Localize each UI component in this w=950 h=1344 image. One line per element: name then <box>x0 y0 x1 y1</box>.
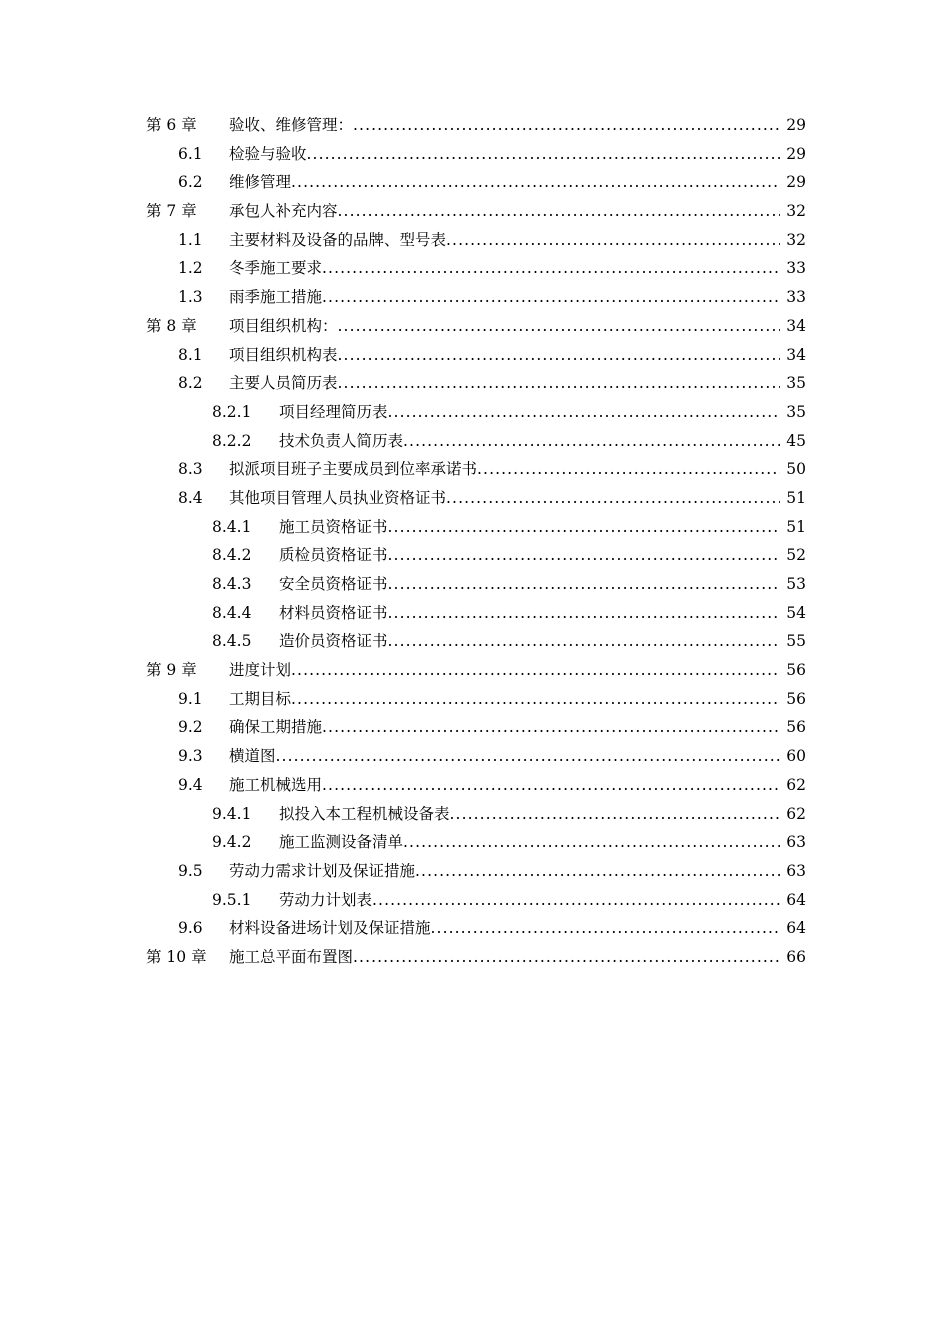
dot-leader <box>388 398 780 427</box>
toc-entry-title: 其他项目管理人员执业资格证书 <box>229 488 447 507</box>
toc-entry-page: 64 <box>786 890 806 909</box>
toc-entry-title-line <box>229 656 780 685</box>
dot-leader <box>322 771 780 800</box>
toc-entry-title: 造价员资格证书 <box>279 632 388 651</box>
toc-entry[interactable] <box>0 800 950 829</box>
toc-entry-title: 验收、维修管理： <box>229 116 354 134</box>
toc-entry-title: 质检员资格证书 <box>279 546 388 565</box>
toc-entry-title-line <box>229 685 780 714</box>
toc-entry[interactable] <box>0 771 950 800</box>
toc-entry-number: 9.5.1 <box>212 890 252 909</box>
toc-entry-page: 51 <box>786 488 806 507</box>
toc-entry-title: 雨季施工措施 <box>229 288 323 307</box>
toc-entry-number: 1.3 <box>178 288 203 307</box>
toc-entry-title: 项目经理简历表 <box>279 402 388 421</box>
toc-entry-title: 施工总平面布置图 <box>229 947 354 966</box>
toc-entry-page: 32 <box>786 202 806 221</box>
toc-entry[interactable] <box>0 570 950 599</box>
toc-entry-page: 64 <box>786 919 806 938</box>
dot-leader <box>291 656 780 685</box>
toc-entry-title: 材料设备进场计划及保证措施 <box>229 919 431 938</box>
toc-entry-number: 6.1 <box>178 144 203 163</box>
toc-entry-number: 1.1 <box>178 230 203 249</box>
toc-entry-number: 8.4.5 <box>212 632 252 651</box>
toc-entry[interactable] <box>0 197 950 226</box>
toc-entry[interactable] <box>0 254 950 283</box>
toc-entry-title-line <box>229 369 780 398</box>
toc-entry-title-line <box>229 742 780 771</box>
toc-entry-number: 9.4 <box>178 775 203 794</box>
dot-leader <box>477 455 780 484</box>
toc-entry-page: 29 <box>786 173 806 192</box>
toc-entry-page: 63 <box>786 833 806 852</box>
dot-leader <box>322 713 780 742</box>
toc-entry-title-line <box>279 570 780 599</box>
dot-leader <box>388 627 780 656</box>
toc-entry[interactable] <box>0 828 950 857</box>
toc-entry-page: 54 <box>786 603 806 622</box>
dot-leader <box>446 484 780 513</box>
toc-entry-title-line <box>279 800 780 829</box>
toc-entry-page: 33 <box>786 259 806 278</box>
toc-entry-page: 34 <box>786 316 806 335</box>
toc-entry-title-line <box>279 427 780 456</box>
toc-entry-title: 主要人员简历表 <box>229 374 338 393</box>
toc-entry-title-line <box>279 541 780 570</box>
dot-leader <box>276 742 780 771</box>
toc-entry-title-line <box>229 771 780 800</box>
toc-entry-title: 施工监测设备清单 <box>279 833 404 852</box>
toc-entry-title-line <box>229 197 780 226</box>
toc-entry-title: 施工员资格证书 <box>279 517 388 536</box>
toc-entry-page: 29 <box>786 116 806 134</box>
toc-entry-number: 9.5 <box>178 861 203 880</box>
toc-entry-number: 9.6 <box>178 919 203 938</box>
toc-entry[interactable] <box>0 484 950 513</box>
toc-entry-number: 8.3 <box>178 460 203 479</box>
toc-entry[interactable] <box>0 312 950 341</box>
dot-leader <box>403 427 780 456</box>
toc-entry-title-line <box>229 857 780 886</box>
toc-entry-title-line <box>229 312 780 341</box>
toc-entry[interactable] <box>0 914 950 943</box>
toc-entry-number: 9.1 <box>178 689 203 708</box>
dot-leader <box>431 914 780 943</box>
toc-entry-title: 安全员资格证书 <box>279 575 388 593</box>
toc-entry-page: 29 <box>786 144 806 163</box>
toc-entry-title: 拟投入本工程机械设备表 <box>279 804 450 823</box>
toc-entry-title: 主要材料及设备的品牌、型号表 <box>229 230 447 249</box>
toc-entry-number: 9.3 <box>178 747 203 766</box>
toc-entry[interactable] <box>0 713 950 742</box>
toc-entry[interactable] <box>0 541 950 570</box>
toc-entry-page: 35 <box>786 374 806 393</box>
dot-leader <box>353 111 780 140</box>
toc-entry-title-line <box>229 226 780 255</box>
toc-entry-number: 9.4.1 <box>212 804 252 823</box>
toc-entry-number: 第 8 章 <box>146 316 197 335</box>
toc-entry-number: 8.4.1 <box>212 517 252 536</box>
toc-entry-number: 第 10 章 <box>146 947 207 966</box>
toc-entry-page: 56 <box>786 718 806 737</box>
toc-entry-title-line <box>279 398 780 427</box>
dot-leader <box>388 570 780 599</box>
toc-entry-title-line <box>229 168 780 197</box>
toc-entry-title: 劳动力计划表 <box>279 890 373 909</box>
toc-entry-number: 8.4.2 <box>212 546 252 565</box>
toc-entry[interactable] <box>0 513 950 542</box>
toc-entry-title-line <box>229 914 780 943</box>
dot-leader <box>338 197 780 226</box>
dot-leader <box>388 541 780 570</box>
dot-leader <box>338 312 780 341</box>
dot-leader <box>338 369 780 398</box>
toc-entry-page: 50 <box>786 460 806 479</box>
toc-entry-page: 35 <box>786 402 806 421</box>
toc-entry-title-line <box>229 111 780 140</box>
toc-entry-number: 8.2 <box>178 374 203 393</box>
toc-entry-title-line <box>279 627 780 656</box>
toc-entry-number: 8.2.2 <box>212 431 252 450</box>
toc-entry-title: 材料员资格证书 <box>279 603 388 622</box>
toc-entry-number: 8.1 <box>178 345 203 364</box>
toc-entry-page: 62 <box>786 775 806 794</box>
dot-leader <box>403 828 780 857</box>
toc-entry-title-line <box>229 713 780 742</box>
toc-entry-title-line <box>279 886 780 915</box>
table-of-contents <box>0 111 950 972</box>
toc-entry-number: 8.4 <box>178 488 203 507</box>
dot-leader <box>353 943 780 972</box>
toc-entry-number: 9.2 <box>178 718 203 737</box>
dot-leader <box>338 341 780 370</box>
toc-entry-title: 进度计划 <box>229 661 292 680</box>
dot-leader <box>322 254 780 283</box>
toc-entry-page: 32 <box>786 230 806 249</box>
toc-entry-page: 62 <box>786 804 806 823</box>
toc-entry-title-line <box>229 484 780 513</box>
toc-entry-number: 8.4.3 <box>212 575 252 593</box>
toc-entry-title-line <box>229 455 780 484</box>
toc-entry-title-line <box>229 254 780 283</box>
toc-entry-page: 56 <box>786 661 806 680</box>
toc-entry[interactable] <box>0 341 950 370</box>
toc-entry-title: 拟派项目班子主要成员到位率承诺书 <box>229 460 478 479</box>
toc-entry-page: 55 <box>786 632 806 651</box>
toc-entry-number: 6.2 <box>178 173 203 192</box>
toc-entry-page: 51 <box>786 517 806 536</box>
toc-entry-title: 检验与验收 <box>229 144 307 163</box>
toc-entry-title: 冬季施工要求 <box>229 259 323 278</box>
toc-entry-title-line <box>279 599 780 628</box>
toc-entry-number: 9.4.2 <box>212 833 252 852</box>
toc-entry[interactable] <box>0 398 950 427</box>
toc-entry-title: 施工机械选用 <box>229 775 323 794</box>
toc-entry-number: 8.2.1 <box>212 402 252 421</box>
toc-entry-title-line <box>279 513 780 542</box>
toc-entry-page: 63 <box>786 861 806 880</box>
toc-entry-number: 第 9 章 <box>146 661 197 680</box>
toc-entry[interactable] <box>0 599 950 628</box>
toc-entry-title-line <box>229 283 780 312</box>
toc-entry[interactable] <box>0 226 950 255</box>
dot-leader <box>372 886 780 915</box>
toc-entry-number: 第 6 章 <box>146 116 197 134</box>
dot-leader <box>291 168 780 197</box>
toc-entry[interactable] <box>0 742 950 771</box>
toc-entry[interactable] <box>0 627 950 656</box>
toc-entry-page: 53 <box>786 575 806 593</box>
toc-entry[interactable] <box>0 455 950 484</box>
toc-entry-title-line <box>229 943 780 972</box>
toc-entry[interactable] <box>0 886 950 915</box>
toc-entry-title: 项目组织机构表 <box>229 345 338 364</box>
toc-entry-title: 确保工期措施 <box>229 718 323 737</box>
toc-entry-title-line <box>229 140 780 169</box>
toc-entry-title: 承包人补充内容 <box>229 202 338 221</box>
toc-entry[interactable] <box>0 656 950 685</box>
toc-entry-number: 第 7 章 <box>146 202 197 221</box>
toc-entry[interactable] <box>0 427 950 456</box>
toc-entry-number: 1.2 <box>178 259 203 278</box>
toc-entry-page: 34 <box>786 345 806 364</box>
toc-entry-title: 项目组织机构： <box>229 316 338 335</box>
dot-leader <box>307 140 780 169</box>
toc-entry-page: 45 <box>786 431 806 450</box>
toc-entry[interactable] <box>0 283 950 312</box>
dot-leader <box>322 283 780 312</box>
dot-leader <box>388 513 780 542</box>
toc-entry[interactable] <box>0 857 950 886</box>
dot-leader <box>388 599 780 628</box>
toc-entry-page: 33 <box>786 288 806 307</box>
toc-entry-title: 横道图 <box>229 747 276 766</box>
toc-entry-number: 8.4.4 <box>212 603 252 622</box>
toc-entry-page: 66 <box>786 947 806 966</box>
toc-entry[interactable] <box>0 685 950 714</box>
toc-entry[interactable] <box>0 140 950 169</box>
dot-leader <box>446 226 780 255</box>
toc-entry-page: 52 <box>786 546 806 565</box>
dot-leader <box>450 800 780 829</box>
dot-leader <box>415 857 780 886</box>
toc-entry-page: 56 <box>786 689 806 708</box>
toc-entry[interactable] <box>0 168 950 197</box>
toc-entry-title: 劳动力需求计划及保证措施 <box>229 861 416 880</box>
toc-entry-title-line <box>229 341 780 370</box>
toc-entry[interactable] <box>0 111 950 140</box>
toc-entry-page: 60 <box>786 747 806 766</box>
dot-leader <box>291 685 780 714</box>
toc-entry[interactable] <box>0 943 950 972</box>
toc-entry-title: 维修管理 <box>229 173 292 192</box>
toc-entry[interactable] <box>0 369 950 398</box>
toc-entry-title: 技术负责人简历表 <box>279 431 404 450</box>
toc-entry-title-line <box>279 828 780 857</box>
toc-entry-title: 工期目标 <box>229 689 292 708</box>
